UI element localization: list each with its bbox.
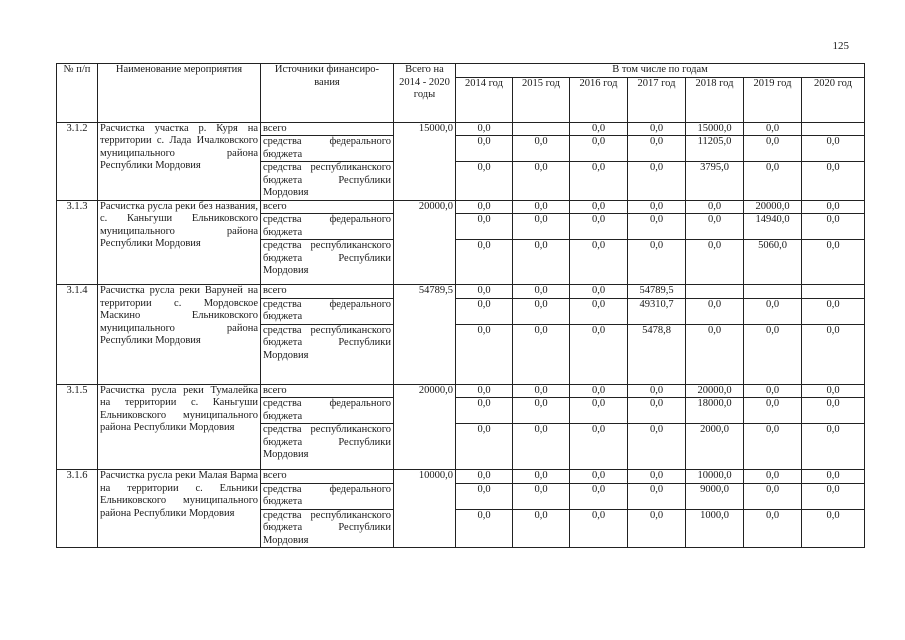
year-amount: 0,0 xyxy=(686,200,744,214)
year-amount: 0,0 xyxy=(456,214,513,240)
funding-source: средства республиканского бюджета Республики Мордовия xyxy=(261,162,394,201)
year-amount: 0,0 xyxy=(570,214,628,240)
year-amount: 18000,0 xyxy=(686,398,744,424)
year-amount: 0,0 xyxy=(570,285,628,299)
year-amount: 0,0 xyxy=(456,136,513,162)
year-amount: 0,0 xyxy=(513,424,570,470)
year-amount: 0,0 xyxy=(570,398,628,424)
year-amount: 0,0 xyxy=(456,483,513,509)
year-amount: 0,0 xyxy=(513,240,570,285)
year-amount: 0,0 xyxy=(802,136,865,162)
funding-source: средства республиканского бюджета Республики Мордовия xyxy=(261,240,394,285)
year-amount: 0,0 xyxy=(513,509,570,548)
year-amount: 0,0 xyxy=(628,214,686,240)
header-year: 2020 год xyxy=(802,77,865,122)
row-number: 3.1.6 xyxy=(57,470,98,548)
year-amount: 0,0 xyxy=(744,136,802,162)
year-amount: 0,0 xyxy=(513,298,570,324)
year-amount: 0,0 xyxy=(802,509,865,548)
funding-source: средства республиканского бюджета Республики Мордовия xyxy=(261,424,394,470)
year-amount: 0,0 xyxy=(628,162,686,201)
year-amount: 0,0 xyxy=(513,285,570,299)
year-amount: 0,0 xyxy=(570,509,628,548)
year-amount xyxy=(686,285,744,299)
year-amount: 0,0 xyxy=(456,398,513,424)
year-amount: 0,0 xyxy=(686,298,744,324)
measure-name: Расчистка русла реки Тумалейка на территории с. Каньгуши Ельниковского муниципального района Республики Мордовия xyxy=(98,384,261,470)
year-amount: 0,0 xyxy=(802,470,865,484)
year-amount: 0,0 xyxy=(456,324,513,384)
funding-source: средства республиканского бюджета Республики Мордовия xyxy=(261,324,394,384)
total-amount: 54789,5 xyxy=(394,285,456,385)
row-number: 3.1.4 xyxy=(57,285,98,385)
year-amount: 0,0 xyxy=(628,240,686,285)
year-amount: 0,0 xyxy=(628,200,686,214)
header-name: Наименование мероприятия xyxy=(98,64,261,123)
year-amount: 0,0 xyxy=(802,200,865,214)
table-row xyxy=(57,122,865,136)
table-row xyxy=(57,200,865,214)
total-amount: 10000,0 xyxy=(394,470,456,548)
year-amount: 0,0 xyxy=(628,470,686,484)
year-amount: 0,0 xyxy=(456,298,513,324)
year-amount xyxy=(744,285,802,299)
year-amount: 20000,0 xyxy=(744,200,802,214)
total-amount: 20000,0 xyxy=(394,384,456,470)
year-amount: 0,0 xyxy=(802,162,865,201)
year-amount: 0,0 xyxy=(513,214,570,240)
year-amount: 0,0 xyxy=(456,424,513,470)
year-amount: 0,0 xyxy=(802,384,865,398)
measure-name: Расчистка русла реки Малая Варма на территории с. Ельники Ельниковского муниципального района Республики Мордовия xyxy=(98,470,261,548)
year-amount: 0,0 xyxy=(513,200,570,214)
year-amount xyxy=(513,122,570,136)
header-year: 2018 год xyxy=(686,77,744,122)
year-amount: 0,0 xyxy=(686,324,744,384)
year-amount: 0,0 xyxy=(802,324,865,384)
year-amount: 0,0 xyxy=(802,240,865,285)
year-amount: 0,0 xyxy=(628,398,686,424)
total-amount: 20000,0 xyxy=(394,200,456,285)
year-amount: 0,0 xyxy=(802,424,865,470)
year-amount: 0,0 xyxy=(570,324,628,384)
year-amount: 0,0 xyxy=(802,398,865,424)
year-amount: 0,0 xyxy=(686,214,744,240)
year-amount: 10000,0 xyxy=(686,470,744,484)
year-amount: 0,0 xyxy=(513,483,570,509)
year-amount: 0,0 xyxy=(744,483,802,509)
year-amount: 0,0 xyxy=(628,483,686,509)
row-number: 3.1.3 xyxy=(57,200,98,285)
funding-source: средства федерального бюджета xyxy=(261,136,394,162)
year-amount: 54789,5 xyxy=(628,285,686,299)
year-amount: 0,0 xyxy=(570,424,628,470)
funding-source: всего xyxy=(261,200,394,214)
header-year: 2014 год xyxy=(456,77,513,122)
header-no: № п/п xyxy=(57,64,98,123)
year-amount: 0,0 xyxy=(513,384,570,398)
year-amount: 0,0 xyxy=(744,509,802,548)
year-amount: 0,0 xyxy=(628,509,686,548)
year-amount: 0,0 xyxy=(456,200,513,214)
table-row xyxy=(57,285,865,299)
year-amount: 0,0 xyxy=(570,200,628,214)
year-amount: 0,0 xyxy=(456,470,513,484)
year-amount: 20000,0 xyxy=(686,384,744,398)
year-amount: 0,0 xyxy=(744,162,802,201)
total-amount: 15000,0 xyxy=(394,122,456,200)
measure-name: Расчистка участка р. Куря на территории с. Лада Ичалковского муниципального района Республики Мордовия xyxy=(98,122,261,200)
year-amount: 0,0 xyxy=(570,162,628,201)
year-amount: 0,0 xyxy=(513,470,570,484)
year-amount: 0,0 xyxy=(744,384,802,398)
year-amount: 11205,0 xyxy=(686,136,744,162)
header-year: 2015 год xyxy=(513,77,570,122)
year-amount: 0,0 xyxy=(744,470,802,484)
year-amount: 0,0 xyxy=(456,122,513,136)
funding-source: всего xyxy=(261,384,394,398)
year-amount: 0,0 xyxy=(744,424,802,470)
year-amount: 5478,8 xyxy=(628,324,686,384)
year-amount: 0,0 xyxy=(570,122,628,136)
year-amount: 1000,0 xyxy=(686,509,744,548)
year-amount: 0,0 xyxy=(628,136,686,162)
row-number: 3.1.5 xyxy=(57,384,98,470)
year-amount: 0,0 xyxy=(628,424,686,470)
header-year: 2017 год xyxy=(628,77,686,122)
year-amount: 14940,0 xyxy=(744,214,802,240)
year-amount: 0,0 xyxy=(802,298,865,324)
year-amount: 0,0 xyxy=(456,240,513,285)
year-amount: 0,0 xyxy=(802,483,865,509)
funding-source: средства федерального бюджета xyxy=(261,483,394,509)
year-amount xyxy=(802,285,865,299)
year-amount: 0,0 xyxy=(570,384,628,398)
year-amount: 0,0 xyxy=(802,214,865,240)
year-amount: 0,0 xyxy=(744,122,802,136)
header-total: Всего на 2014 - 2020 годы xyxy=(394,64,456,123)
funding-source: средства республиканского бюджета Республики Мордовия xyxy=(261,509,394,548)
year-amount: 0,0 xyxy=(456,162,513,201)
year-amount: 0,0 xyxy=(513,162,570,201)
year-amount: 0,0 xyxy=(513,398,570,424)
year-amount xyxy=(802,122,865,136)
year-amount: 49310,7 xyxy=(628,298,686,324)
measure-name: Расчистка русла реки без названия, с. Каньгуши Ельниковского муниципального района Республики Мордовия xyxy=(98,200,261,285)
year-amount: 0,0 xyxy=(513,136,570,162)
year-amount: 0,0 xyxy=(456,509,513,548)
page-number: 125 xyxy=(832,40,849,52)
year-amount: 0,0 xyxy=(744,298,802,324)
year-amount: 0,0 xyxy=(686,240,744,285)
row-number: 3.1.2 xyxy=(57,122,98,200)
year-amount: 9000,0 xyxy=(686,483,744,509)
year-amount: 0,0 xyxy=(628,384,686,398)
table-row xyxy=(57,470,865,484)
year-amount: 0,0 xyxy=(570,136,628,162)
year-amount: 15000,0 xyxy=(686,122,744,136)
year-amount: 0,0 xyxy=(570,470,628,484)
header-years-group: В том числе по годам xyxy=(456,64,865,78)
year-amount: 2000,0 xyxy=(686,424,744,470)
year-amount: 0,0 xyxy=(456,285,513,299)
funding-table xyxy=(56,63,865,548)
year-amount: 0,0 xyxy=(570,240,628,285)
year-amount: 5060,0 xyxy=(744,240,802,285)
measure-name: Расчистка русла реки Варуней на территории с. Мордовское Маскино Ельниковского муниципального района Республики Мордовия xyxy=(98,285,261,385)
year-amount: 0,0 xyxy=(456,384,513,398)
table-row xyxy=(57,384,865,398)
funding-source: всего xyxy=(261,470,394,484)
year-amount: 0,0 xyxy=(744,324,802,384)
funding-source: всего xyxy=(261,122,394,136)
funding-source: всего xyxy=(261,285,394,299)
funding-source: средства федерального бюджета xyxy=(261,214,394,240)
year-amount: 0,0 xyxy=(628,122,686,136)
funding-source: средства федерального бюджета xyxy=(261,398,394,424)
year-amount: 0,0 xyxy=(570,483,628,509)
header-source: Источники финансиро-вания xyxy=(261,64,394,123)
header-year: 2016 год xyxy=(570,77,628,122)
year-amount: 0,0 xyxy=(744,398,802,424)
year-amount: 0,0 xyxy=(570,298,628,324)
year-amount: 3795,0 xyxy=(686,162,744,201)
funding-source: средства федерального бюджета xyxy=(261,298,394,324)
year-amount: 0,0 xyxy=(513,324,570,384)
header-year: 2019 год xyxy=(744,77,802,122)
